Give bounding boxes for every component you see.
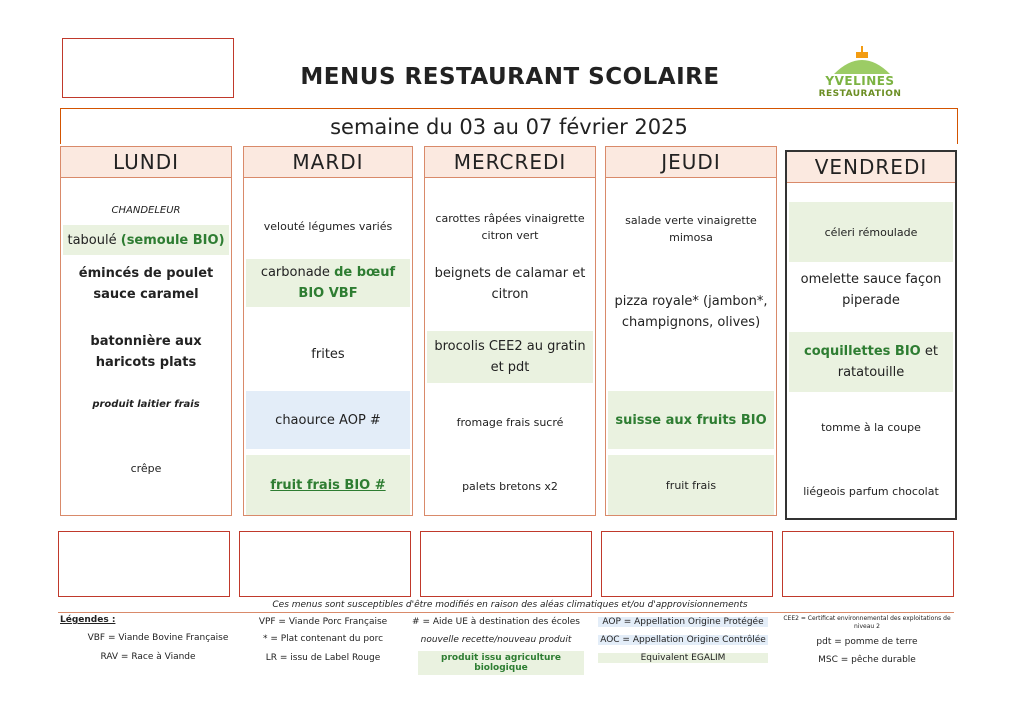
legend-vpf: VPF = Viande Porc Française — [258, 617, 388, 627]
extra-box-monday — [58, 531, 230, 597]
dairy-monday: produit laitier frais — [92, 398, 200, 410]
dessert-friday: liégeois parfum chocolat — [803, 484, 939, 498]
dairy-wednesday: fromage frais sucré — [456, 415, 564, 429]
page-title: MENUS RESTAURANT SCOLAIRE — [300, 64, 720, 90]
starter-friday: céleri rémoulade — [789, 202, 953, 262]
main-wednesday: beignets de calamar et citron — [434, 266, 586, 302]
extra-box-tuesday — [239, 531, 411, 597]
day-header-tuesday: MARDI — [244, 147, 412, 178]
side-wednesday: brocolis CEE2 au gratin et pdt — [427, 331, 593, 383]
starter-tuesday: velouté légumes variés — [263, 219, 393, 233]
main-tuesday: carbonade de bœuf BIO VBF — [246, 259, 410, 307]
main-monday: émincés de poulet sauce caramel — [78, 266, 214, 302]
starter-thursday: salade verte vinaigrette mimosa — [625, 214, 757, 244]
column-tuesday — [243, 146, 413, 516]
legend-aop: AOP = Appellation Origine Protégée — [598, 617, 768, 627]
dessert-monday: crêpe — [130, 461, 162, 475]
dessert-wednesday: palets bretons x2 — [462, 479, 558, 493]
column-wednesday — [424, 146, 596, 516]
legend-rav: RAV = Race à Viande — [100, 652, 196, 662]
logo-text-yvelines: YVELINES — [825, 74, 895, 88]
day-header-thursday: JEUDI — [606, 147, 776, 178]
day-header-friday: VENDREDI — [787, 152, 955, 183]
legend-egalim: Equivalent EGALIM — [598, 653, 768, 663]
starter-wednesday: carottes râpées vinaigrette citron vert — [435, 212, 585, 242]
dessert-thursday: fruit frais — [608, 455, 774, 515]
dessert-tuesday: fruit frais BIO # — [246, 455, 410, 515]
column-friday — [785, 150, 957, 520]
legend-vbf: VBF = Viande Bovine Française — [87, 633, 229, 643]
legend-msc: MSC = pêche durable — [818, 655, 916, 665]
disclaimer-note: Ces menus sont susceptibles d'être modifiés en raison des aléas climatiques et/ou d'approvisionnements — [272, 600, 748, 610]
legend — [58, 612, 954, 673]
day-header-monday: LUNDI — [61, 147, 231, 178]
side-monday: batonnière aux haricots plats — [90, 334, 202, 370]
starter-monday: taboulé (semoule BIO) — [63, 225, 229, 255]
legend-title: Légendes : — [60, 615, 116, 625]
extra-box-wednesday — [420, 531, 592, 597]
legend-porc: * = Plat contenant du porc — [262, 634, 384, 644]
side-tuesday: frites — [311, 346, 345, 362]
legend-bio: produit issu agriculture biologique — [418, 651, 584, 675]
column-monday — [60, 146, 232, 516]
dairy-thursday: suisse aux fruits BIO — [608, 391, 774, 449]
legend-aide: # = Aide UE à destination des écoles — [412, 617, 580, 627]
event-monday: CHANDELEUR — [111, 204, 181, 216]
column-thursday — [605, 146, 777, 516]
main-thursday: pizza royale* (jambon*, champignons, olives) — [614, 294, 768, 330]
legend-cee2: CEE2 = Certificat environnemental des exploitations de niveau 2 — [783, 615, 951, 630]
logo-text-restauration: RESTAURATION — [818, 89, 902, 99]
dairy-friday: tomme à la coupe — [821, 420, 921, 434]
legend-nouvelle: nouvelle recette/nouveau produit — [420, 635, 572, 645]
extra-box-thursday — [601, 531, 773, 597]
legend-pdt: pdt = pomme de terre — [816, 637, 918, 647]
legend-lr: LR = issu de Label Rouge — [265, 653, 381, 663]
main-friday: omelette sauce façon piperade — [800, 272, 942, 308]
week-banner: semaine du 03 au 07 février 2025 — [60, 108, 958, 144]
legend-aoc: AOC = Appellation Origine Contrôlée — [598, 635, 768, 645]
side-friday: coquillettes BIO et ratatouille — [789, 332, 953, 392]
day-header-wednesday: MERCREDI — [425, 147, 595, 178]
dairy-tuesday: chaource AOP # — [246, 391, 410, 449]
top-left-box — [62, 38, 234, 98]
extra-box-friday — [782, 531, 954, 597]
